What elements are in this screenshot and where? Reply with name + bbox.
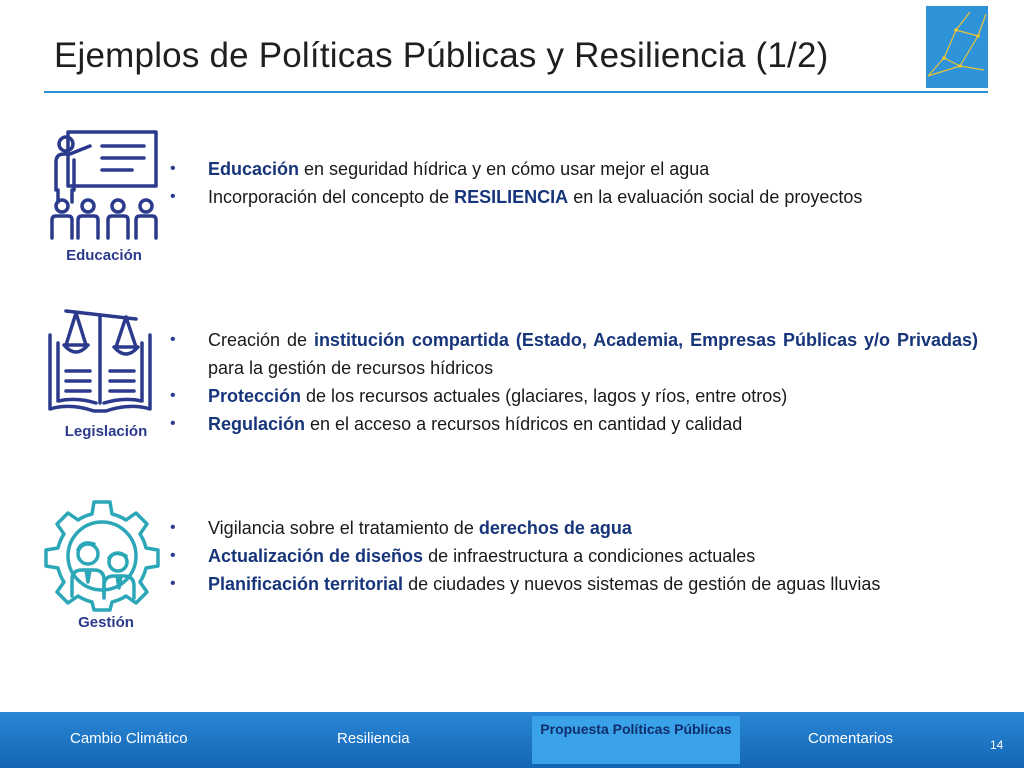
- list-item: • Regulación en el acceso a recursos hídricos en cantidad y calidad: [170, 414, 743, 434]
- section-label: Educación: [66, 247, 142, 264]
- nav-resiliencia[interactable]: Resiliencia: [337, 730, 410, 747]
- gear-people-icon: [38, 496, 166, 614]
- section-label: Legislación: [64, 423, 148, 440]
- list-item: • Protección de los recursos actuales (glaciares, lagos y ríos, entre otros): [170, 386, 788, 406]
- list-item: • Creación de institución compartida (Estado, Academia, Empresas Públicas y/o Privadas) para la gestión de recursos hídricos: [170, 330, 979, 378]
- list-item: • Incorporación del concepto de RESILIENCIA en la evaluación social de proyectos: [170, 187, 863, 207]
- section-label: Gestión: [78, 614, 134, 631]
- nav-comentarios[interactable]: Comentarios: [808, 730, 894, 747]
- list-item: • Vigilancia sobre el tratamiento de derechos de agua: [170, 518, 632, 538]
- slide-title: Ejemplos de Políticas Públicas y Resiliencia (1/2): [54, 36, 829, 75]
- nav-propuesta-politicas-publicas[interactable]: Propuesta Políticas Públicas: [532, 716, 740, 764]
- bullet-list: [170, 514, 978, 598]
- list-item: • Educación en seguridad hídrica y en cómo usar mejor el agua: [170, 159, 710, 179]
- nav-cambio-climatico[interactable]: Cambio Climático: [70, 730, 188, 747]
- title-underline: [44, 91, 988, 93]
- law-scale-book-icon: [40, 305, 160, 423]
- list-item: • Actualización de diseños de infraestructura a condiciones actuales: [170, 546, 756, 566]
- page-number: 14: [990, 738, 1004, 752]
- bullet-list: [170, 155, 978, 211]
- footer-nav-bar: [0, 712, 1024, 768]
- classroom-teacher-icon: [44, 128, 162, 244]
- network-logo-icon: [926, 6, 988, 88]
- bullet-list: [170, 326, 978, 438]
- list-item: • Planificación territorial de ciudades y nuevos sistemas de gestión de aguas lluvias: [170, 574, 881, 594]
